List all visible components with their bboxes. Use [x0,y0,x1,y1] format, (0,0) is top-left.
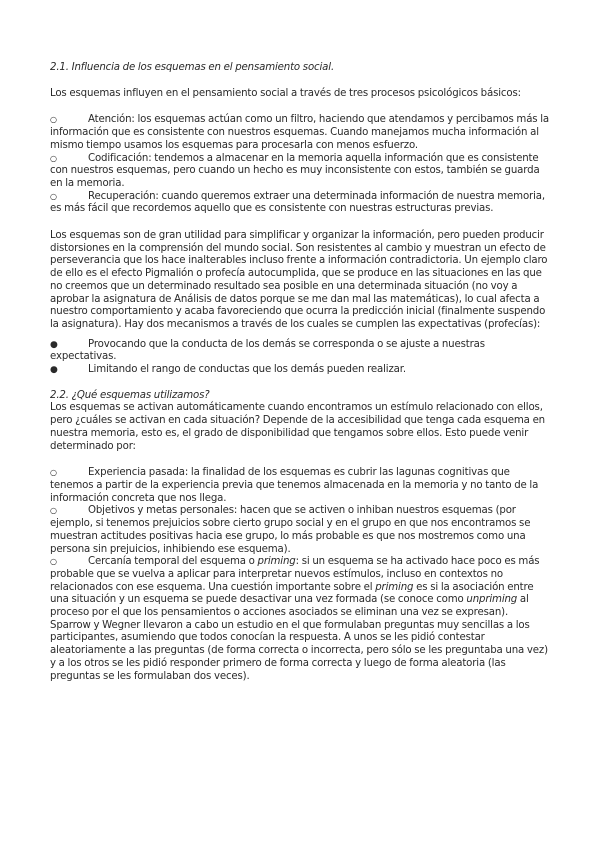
list-item-text-part: : si un esquema se ha activado hace poco es más probable que se vuelva a aplicar para interpretar nuevos estímulos, incluso en contextos no relacionados con ese esquema. Una cuestión importante sobre el [50,556,540,593]
list-item-text: Provocando que la conducta de los demás se corresponda o se ajuste a nuestras expectativas. [50,338,485,363]
hollow-bullet-icon: ○ [50,468,57,478]
list-item-cercania [50,556,550,620]
hollow-bullet-icon: ○ [50,153,57,163]
list-item-objetivos [50,505,550,556]
list-item-mechanism-2 [50,364,550,377]
section-heading-2-1: 2.1. Influencia de los esquemas en el pensamiento social. [50,62,335,73]
section-heading-2-2: 2.2. ¿Qué esquemas utilizamos? [50,389,210,401]
hollow-bullet-icon: ○ [50,557,57,567]
list-item-text: Recuperación: cuando queremos extraer una determinada información de nuestra memoria, es más fácil que recordemos aquello que es consistente con nuestras estructuras previas. [50,190,545,215]
hollow-bullet-icon: ○ [50,115,57,125]
section-1-intro: Los esquemas influyen en el pensamiento social a través de tres procesos psicológicos básicos: [50,87,521,99]
section-1-paragraph: Los esquemas son de gran utilidad para simplificar y organizar la información, pero pueden producir distorsiones en la comprensión del mundo social. Son resistentes al cambio y muestran un efecto de perseverancia que los hace inalterables incluso frente a información contradictoria. Un ejemplo claro de ello es el efecto Pigmalión o profecía autocumplida, que se produce en las situaciones en las que no creemos que un determinado resultado sea posible en una determinada situación (no voy a aprobar la asignatura de Análisis de datos porque se me dan mal las matemáticas), lo cual afecta a nuestro comportamiento y acaba favoreciendo que ocurra la predicción inicial (finalmente suspendo la asignatura). Hay dos mecanismos a través de los cuales se cumplen las expectativas (profecías): [50,230,548,330]
mechanisms-list [50,339,550,377]
term-priming: priming [375,581,414,593]
list-item-mechanism-1 [50,339,550,364]
list-item-text-part: Cercanía temporal del esquema o [88,556,258,568]
filled-bullet-icon: ● [50,365,58,376]
list-item-recuperacion [50,191,550,216]
term-unpriming: unpriming [466,594,518,606]
list-item-text-part: al proceso por el que los pensamientos o acciones asociados se eliminan una vez se expresan). [50,594,529,619]
list-item-atencion [50,114,550,152]
processes-list [50,114,550,216]
list-item-experiencia [50,467,550,505]
factors-list [50,467,550,619]
list-item-text: Experiencia pasada: la finalidad de los esquemas es cubrir las lagunas cognitivas que tenemos a partir de la experiencia previa que tenemos almacenada en la memoria y no tanto de la información concreta que nos llega. [50,467,539,504]
list-item-text: Atención: los esquemas actúan como un filtro, haciendo que atendamos y percibamos más la información que es consistente con nuestros esquemas. Cuando manejamos mucha información al mismo tiempo usamos los esquemas para procesarla con menos esfuerzo. [50,114,550,151]
list-item-text: Limitando el rango de conductas que los demás pueden realizar. [88,364,406,376]
term-priming: priming [257,556,296,568]
hollow-bullet-icon: ○ [50,506,57,516]
list-item-text: Objetivos y metas personales: hacen que se activen o inhiban nuestros esquemas (por ejemplo, si tenemos prejuicios sobre cierto grupo social y en el grupo en que nos encontramos se muestran actitudes positivas hacia ese grupo, lo más probable es que nos mostremos como una persona sin prejuicios, inhibiendo ese esquema). [50,505,531,555]
document-page [50,62,550,683]
list-item-text: Codificación: tendemos a almacenar en la memoria aquella información que es consistente con nuestros esquemas, pero cuando un hecho es muy inconsistente con estos, también se guarda en la memoria. [50,152,540,189]
list-item-text-part: es si la asociación entre una situación y un esquema se puede desactivar una vez formada (se conoce como [50,581,534,606]
study-paragraph: Sparrow y Wegner llevaron a cabo un estudio en el que formulaban preguntas muy sencillas a los participantes, asumiendo que todos conocían la respuesta. A unos se les pidió contestar aleatoriamente a las preguntas (de forma correcta o incorrecta, pero sólo se les preguntaba una vez) y a los otros se les pidió responder primero de forma correcta y luego de forma aleatoria (las preguntas se les formulaban dos veces). [50,619,548,682]
list-item-codificacion [50,153,550,191]
section-2-intro: Los esquemas se activan automáticamente cuando encontramos un estímulo relacionado con ellos, pero ¿cuáles se activan en cada situación? Depende de la accesibilidad que tenga cada esquema en nuestra memoria, esto es, el grado de disponibilidad que tengamos sobre ellos. Esto puede venir determinado por: [50,402,545,452]
filled-bullet-icon: ● [50,339,58,350]
hollow-bullet-icon: ○ [50,191,57,201]
